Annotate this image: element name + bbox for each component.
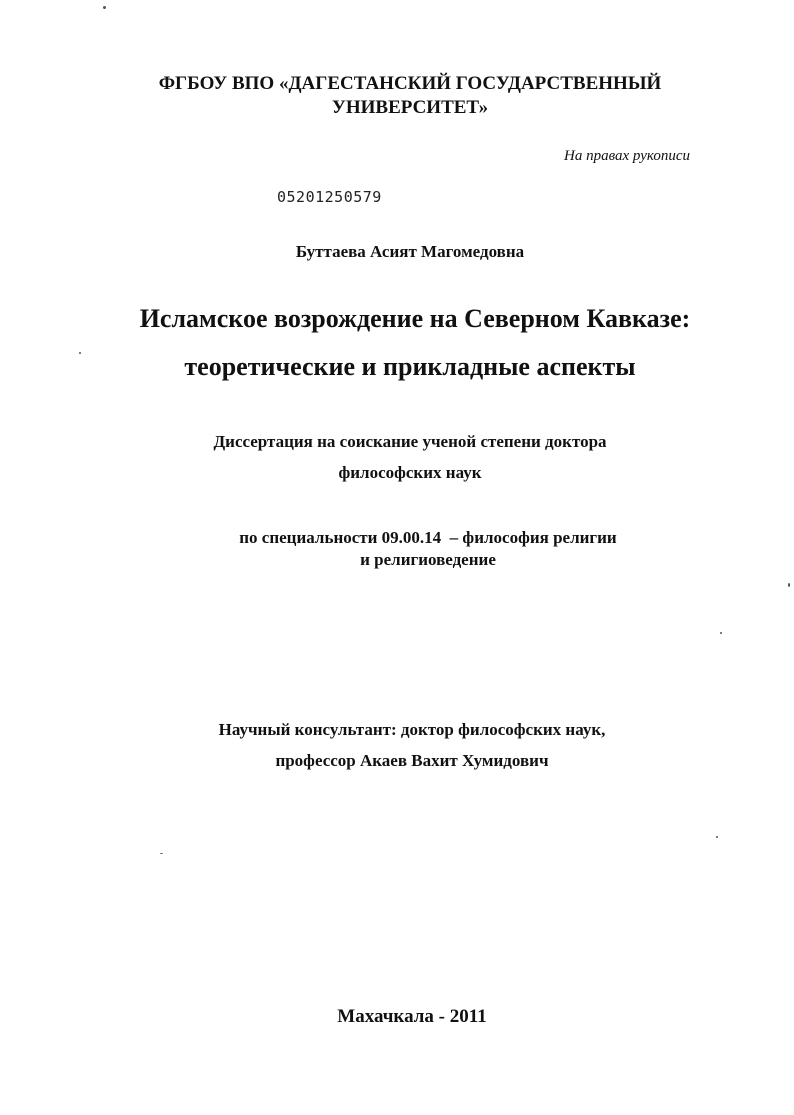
scan-speck [720,632,722,634]
advisor-line-2: профессор Акаев Вахит Хумидович [275,751,549,770]
specialty-line-2: и религиоведение [360,550,496,569]
dissertation-title-line-2: теоретические и прикладные аспекты [184,352,636,381]
scan-speck [716,836,718,838]
advisor-line-1: Научный консультант: доктор философских наук, [218,720,606,739]
dissertation-title-line-1: Исламское возрождение на Северном Кавказе: [139,304,691,333]
catalog-number: 05201250579 [277,188,382,206]
city-year: Махачкала - 2011 [337,1006,487,1027]
institution-name [100,72,720,120]
scan-speck [160,853,163,854]
scan-speck [788,583,790,587]
degree-line-2: философских наук [338,463,482,482]
specialty-line-1: по специальности 09.00.14 – философия религии [239,528,617,547]
degree-line-1: Диссертация на соискание ученой степени доктора [213,432,607,451]
author-name: Буттаева Асият Магомедовна [295,242,525,261]
rights-note: На правах рукописи [564,148,690,164]
scan-speck [103,6,106,9]
institution-line-2: УНИВЕРСИТЕТ» [331,97,489,118]
institution-line-1: ФГБОУ ВПО «ДАГЕСТАНСКИЙ ГОСУДАРСТВЕННЫЙ [158,73,662,94]
scan-speck [79,352,81,354]
